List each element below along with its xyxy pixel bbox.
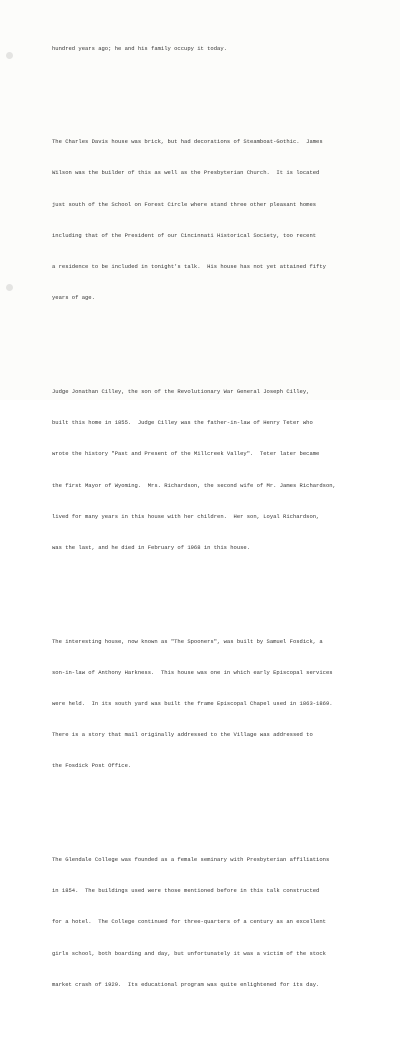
text-line: the first Mayor of Wyoming. Mrs. Richardson, the second wife of Mr. James Richardson,: [52, 481, 336, 489]
text-line: in 1854. The buildings used were those mentioned before in this talk constructed: [52, 887, 320, 895]
text-line: lived for many years in this house with her children. Her son, Loyal Richardson,: [52, 512, 320, 520]
paragraph: [52, 116, 396, 324]
text-line: a residence to be included in tonight's talk. His house has not yet attained fifty: [52, 263, 326, 271]
text-line: Wilson was the builder of this as well as the Presbyterian Church. It is located: [52, 169, 320, 177]
text-line: The Charles Davis house was brick, but had decorations of Steamboat-Gothic. James: [52, 138, 323, 146]
text-line: were held. In its south yard was built the frame Episcopal Chapel used in 1863-1869.: [52, 699, 333, 707]
text-line: girls school, both boarding and day, but unfortunately it was a victim of the stock: [52, 949, 326, 957]
text-line: son-in-law of Anthony Harkness. This house was one in which early Episcopal services: [52, 668, 333, 676]
text-line: Judge Jonathan Cilley, the son of the Revolutionary War General Joseph Cilley,: [52, 387, 310, 395]
text-line: built this home in 1855. Judge Cilley was the father-in-law of Henry Teter who: [52, 419, 313, 427]
paragraph: [52, 23, 396, 75]
text-line: There is a story that mail originally addressed to the Village was addressed to: [52, 731, 313, 739]
text-line: for a hotel. The College continued for three-quarters of a century as an excellent: [52, 918, 326, 926]
text-line: hundred years ago; he and his family occupy it today.: [52, 44, 227, 52]
text-line: just south of the School on Forest Circle where stand three other pleasant homes: [52, 200, 317, 208]
binder-hole: [6, 52, 13, 59]
text-line: years of age.: [52, 294, 95, 302]
text-line: The interesting house, now known as "The Spooners", was built by Samuel Fosdick, a: [52, 637, 323, 645]
binder-hole: [6, 284, 13, 291]
text-line: was the last, and he died in February of 1968 in this house.: [52, 543, 251, 551]
text-line: market crash of 1929. Its educational program was quite enlightened for its day.: [52, 980, 320, 988]
text-line: the Fosdick Post Office.: [52, 762, 132, 770]
text-line: including that of the President of our Cincinnati Historical Society, too recent: [52, 231, 317, 239]
paragraph: [52, 834, 396, 1011]
text-line: The Glendale College was founded as a female seminary with Presbyterian affiliations: [52, 855, 330, 863]
text-line: wrote the history "Past and Present of the Millcreek Valley". Teter later became: [52, 450, 320, 458]
typewritten-text: [52, 0, 396, 1042]
paragraph: [52, 616, 396, 793]
paragraph: [52, 366, 396, 574]
